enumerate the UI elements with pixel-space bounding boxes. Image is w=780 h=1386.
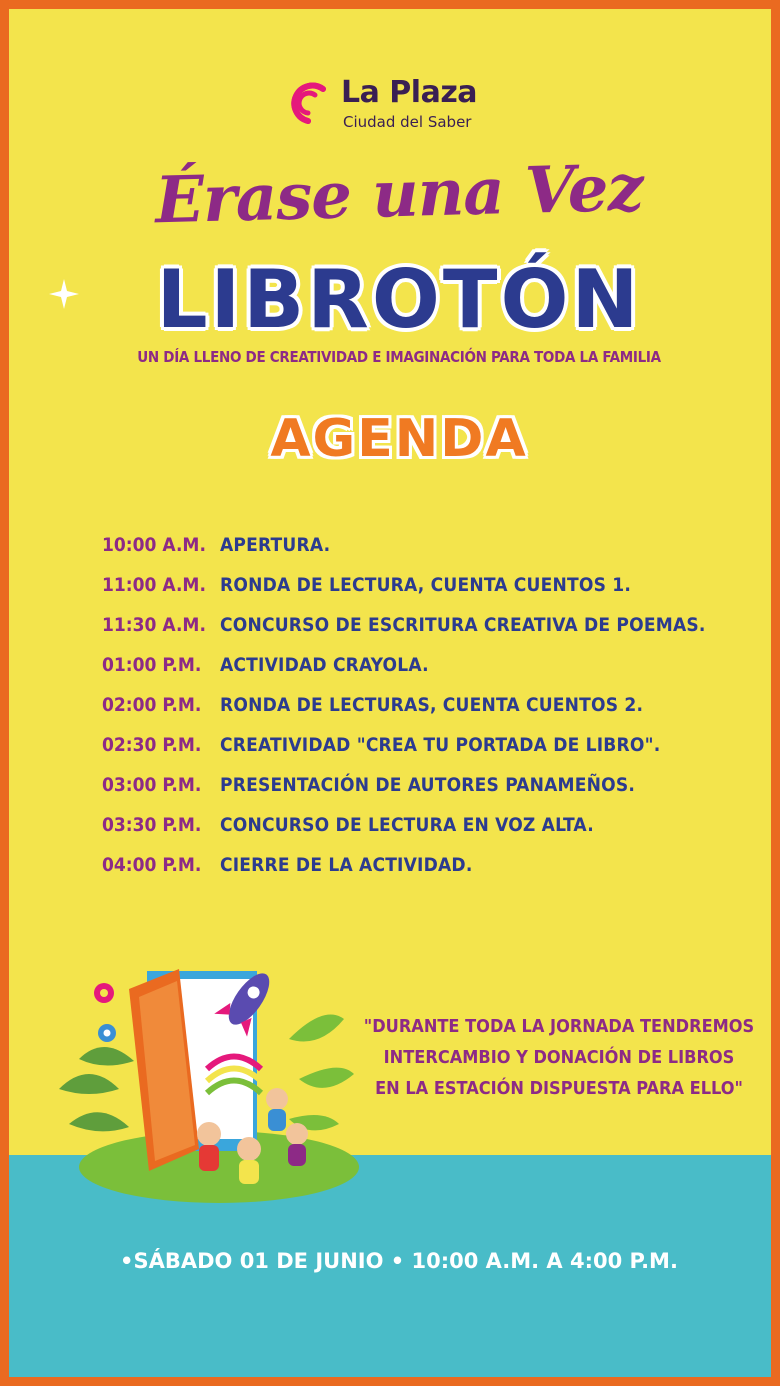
agenda-activity: PRESENTACIÓN DE AUTORES PANAMEÑOS. — [220, 774, 636, 796]
agenda-item — [102, 645, 762, 685]
agenda-activity: CONCURSO DE ESCRITURA CREATIVA DE POEMAS. — [220, 614, 706, 636]
agenda-time: 11:30 A.M. — [102, 614, 206, 636]
brand-tagline: Ciudad del Saber — [343, 113, 472, 131]
agenda-time: 02:30 P.M. — [102, 734, 202, 756]
agenda-item — [102, 765, 762, 805]
agenda-item — [102, 725, 762, 765]
la-plaza-logo — [279, 73, 539, 139]
agenda-time: 03:30 P.M. — [102, 814, 202, 836]
agenda-heading: AGENDA — [270, 409, 528, 469]
agenda-item — [102, 805, 762, 845]
subtitle: UN DÍA LLENO DE CREATIVIDAD E IMAGINACIÓN PARA TODA LA FAMILIA — [137, 348, 661, 366]
agenda-time: 03:00 P.M. — [102, 774, 202, 796]
la-plaza-logo-icon — [279, 75, 337, 133]
agenda-time: 11:00 A.M. — [102, 574, 206, 596]
agenda-activity: APERTURA. — [220, 534, 331, 556]
note-line: INTERCAMBIO Y DONACIÓN DE LIBROS — [383, 1047, 735, 1068]
event-date: •SÁBADO 01 DE JUNIO • 10:00 A.M. A 4:00 P.M. — [120, 1249, 678, 1273]
agenda-time: 02:00 P.M. — [102, 694, 202, 716]
agenda-list — [102, 525, 762, 885]
title-script: Érase una Vez — [154, 150, 644, 239]
leaf-icon — [59, 1047, 134, 1131]
title-main: LIBROTÓN — [156, 253, 642, 346]
agenda-item — [102, 685, 762, 725]
flower-icon — [94, 983, 116, 1042]
agenda-item — [102, 845, 762, 885]
agenda-activity: CONCURSO DE LECTURA EN VOZ ALTA. — [220, 814, 594, 836]
agenda-activity: ACTIVIDAD CRAYOLA. — [220, 654, 429, 676]
agenda-activity: RONDA DE LECTURA, CUENTA CUENTOS 1. — [220, 574, 632, 596]
book-illustration — [49, 949, 369, 1209]
agenda-item — [102, 525, 762, 565]
brand-name: La Plaza — [341, 75, 478, 110]
agenda-item — [102, 565, 762, 605]
donation-note — [339, 1011, 779, 1104]
agenda-activity: CREATIVIDAD "CREA TU PORTADA DE LIBRO". — [220, 734, 661, 756]
agenda-time: 01:00 P.M. — [102, 654, 202, 676]
note-line: EN LA ESTACIÓN DISPUESTA PARA ELLO" — [375, 1078, 743, 1099]
agenda-activity: CIERRE DE LA ACTIVIDAD. — [220, 854, 473, 876]
agenda-time: 10:00 A.M. — [102, 534, 206, 556]
agenda-activity: RONDA DE LECTURAS, CUENTA CUENTOS 2. — [220, 694, 644, 716]
note-line: "DURANTE TODA LA JORNADA TENDREMOS — [363, 1016, 755, 1037]
agenda-time: 04:00 P.M. — [102, 854, 202, 876]
agenda-item — [102, 605, 762, 645]
